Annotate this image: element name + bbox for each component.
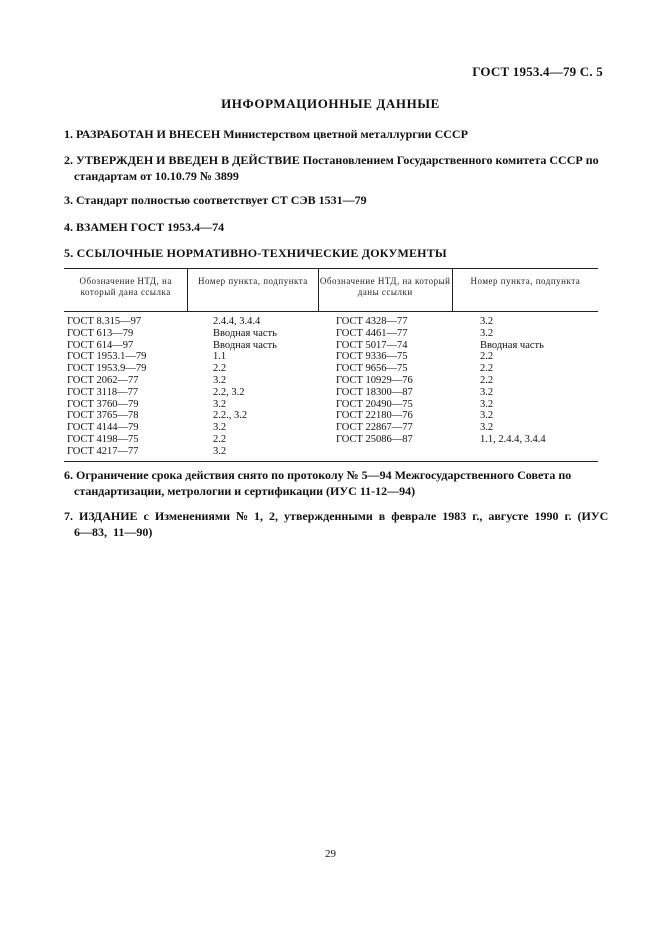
table-cell-clause: 3.2 [480,422,494,434]
table-cell-clause: 3.2 [213,374,227,386]
table-cell-doc: ГОСТ 614—97 [67,339,134,351]
table-cell-clause: 2.2, 3.2 [213,386,245,398]
table-body [64,312,598,461]
table-cell-doc: ГОСТ 2062—77 [67,374,139,386]
table-cell-clause: 1.1, 2.4.4, 3.4.4 [480,433,546,445]
table-cell-clause: 2.2 [213,433,227,445]
table-cell-doc: ГОСТ 20490—75 [336,398,413,410]
table-cell-doc: ГОСТ 22867—77 [336,422,413,434]
table-cell-doc: ГОСТ 613—79 [67,327,134,339]
table-cell-doc: ГОСТ 3760—79 [67,398,139,410]
document-reference: ГОСТ 1953.4—79 С. 5 [472,64,603,79]
info-item-replaces: 4. ВЗАМЕН ГОСТ 1953.4—74 [64,220,225,234]
references-table [64,268,598,462]
table-cell-doc: ГОСТ 25086—87 [336,433,413,445]
table-cell-doc: ГОСТ 10929—76 [336,374,413,386]
header-referenced-doc-2: Обозначение НТД, на который даны ссылки [318,269,452,311]
header-referenced-doc: Обозначение НТД, на который дана ссылка [79,276,172,297]
table-cell-clause: 2.2 [213,363,227,375]
table-cell-doc: ГОСТ 4328—77 [336,316,408,327]
table-cell-doc: ГОСТ 4461—77 [336,327,408,339]
table-cell-doc: ГОСТ 1953.9—79 [67,363,147,375]
table-cell-clause: 3.2 [480,386,494,398]
table-cell-doc: ГОСТ 1953.1—79 [67,351,147,363]
right-points-column [452,316,598,458]
table-cell-doc: ГОСТ 9336—75 [336,351,408,363]
table-cell-doc: ГОСТ 3765—78 [67,410,139,422]
left-docs-column [64,316,188,458]
table-cell-doc: ГОСТ 9656—75 [336,363,408,375]
table-cell-clause: 2.2 [480,374,494,386]
info-item-edition: 7. ИЗДАНИЕ с Изменениями № 1, 2, утвержденными в феврале 1983 г., августе 1990 г. (ИУС 6—83, 11—90) [64,509,609,539]
table-cell-doc: ГОСТ 4217—77 [67,445,139,457]
table-cell-clause: 3.2 [213,445,227,457]
table-cell-clause: 3.2 [480,398,494,410]
info-item-conformity: 3. Стандарт полностью соответствует СТ СЭВ 1531—79 [64,193,367,207]
table-cell-clause: Вводная часть [213,327,277,339]
table-cell-clause: 2.4.4, 3.4.4 [213,316,261,327]
table-cell-clause: 2.2., 3.2 [213,410,248,422]
table-cell-doc: ГОСТ 18300—87 [336,386,413,398]
table-cell-doc: ГОСТ 8.315—97 [67,316,142,327]
table-cell-doc: ГОСТ 4198—75 [67,433,139,445]
header-clause-number-2: Номер пункта, подпункта [452,269,598,311]
header-clause-number: Номер пункта, подпункта [187,269,317,311]
table-cell-clause: 3.2 [213,422,227,434]
table-cell-doc: ГОСТ 22180—76 [336,410,413,422]
page-title: ИНФОРМАЦИОННЫЕ ДАННЫЕ [221,96,440,111]
info-item-validity: 6. Ограничение срока действия снято по протоколу № 5—94 Межгосударственного Совета по стандартизации, метрологии и сертификации (ИУС 11-12—94) [64,468,572,498]
table-cell-clause: 3.2 [480,327,494,339]
page-number: 29 [325,848,336,860]
table-cell-doc: ГОСТ 4144—79 [67,422,139,434]
info-item-developed: 1. РАЗРАБОТАН И ВНЕСЕН Министерством цветной металлургии СССР [64,127,468,141]
table-cell-clause: 3.2 [480,316,494,327]
table-cell-clause: Вводная часть [213,339,277,351]
table-cell-doc: ГОСТ 5017—74 [336,339,408,351]
table-cell-clause: 3.2 [213,398,227,410]
info-item-references-heading: 5. ССЫЛОЧНЫЕ НОРМАТИВНО-ТЕХНИЧЕСКИЕ ДОКУМЕНТЫ [64,246,447,260]
table-cell-clause: 3.2 [480,410,494,422]
table-cell-doc: ГОСТ 3118—77 [67,386,139,398]
table-cell-clause: 2.2 [480,351,494,363]
table-header [64,269,598,312]
left-points-column [188,316,318,458]
table-cell-clause: 2.2 [480,363,494,375]
info-item-approved: 2. УТВЕРЖДЕН И ВВЕДЕН В ДЕЙСТВИЕ Постановлением Государственного комитета СССР по стандартам от 10.10.79 № 3899 [64,153,599,183]
table-cell-clause: 1.1 [213,351,227,363]
table-cell-clause: Вводная часть [480,339,544,351]
right-docs-column [318,316,452,458]
